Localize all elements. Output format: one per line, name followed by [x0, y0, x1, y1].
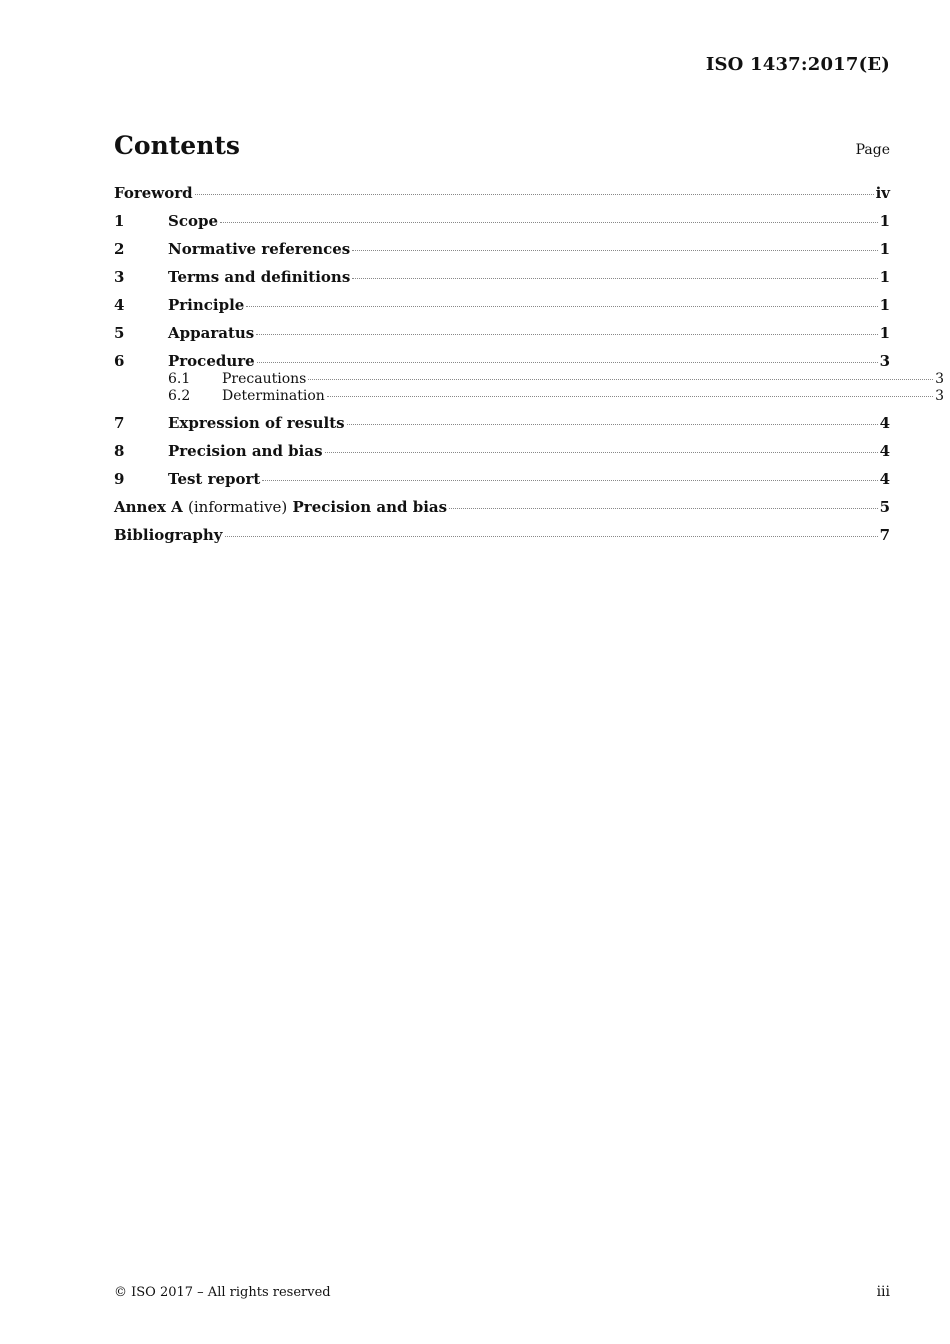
toc-entry-page: 7	[879, 526, 890, 544]
dot-leader	[195, 193, 874, 195]
toc-entry-number: 7	[114, 414, 125, 432]
toc-entry[interactable]	[114, 352, 890, 370]
toc-entry-page: 4	[879, 414, 890, 432]
dot-leader	[352, 249, 877, 251]
dot-leader	[220, 221, 878, 223]
dot-leader	[325, 451, 878, 453]
toc-entry[interactable]	[114, 442, 890, 460]
dot-leader	[262, 479, 877, 481]
toc-entry-title: Precision and bias	[168, 442, 323, 460]
toc-entry[interactable]	[114, 470, 890, 488]
toc-entry-number: 6	[114, 352, 125, 370]
toc-entry-title: Foreword	[114, 184, 193, 202]
document-code: ISO 1437:2017(E)	[705, 54, 890, 75]
toc-entry-number: 8	[114, 442, 125, 460]
toc-entry-number: 3	[114, 268, 125, 286]
contents-heading: Contents	[114, 131, 241, 160]
dot-leader	[308, 378, 933, 380]
annex-title: Precision and bias	[292, 498, 448, 516]
toc-entry-title: Scope	[168, 212, 219, 230]
toc-entry-number: 6.2	[168, 388, 191, 404]
toc-entry-page: 1	[879, 212, 890, 230]
toc-entry-title: Procedure	[168, 352, 255, 370]
table-of-contents	[114, 184, 944, 544]
dot-leader	[246, 305, 877, 307]
dot-leader	[449, 507, 878, 509]
toc-entry-number: 1	[114, 212, 125, 230]
toc-entry-title: Principle	[168, 296, 245, 314]
toc-entry-title	[114, 498, 447, 516]
toc-entry-number: 4	[114, 296, 125, 314]
toc-entry-page: 3	[879, 352, 890, 370]
toc-entry-page: 1	[879, 268, 890, 286]
toc-entry[interactable]	[114, 296, 890, 314]
toc-entry[interactable]	[114, 268, 890, 286]
toc-entry-number: 9	[114, 470, 125, 488]
toc-entry[interactable]	[114, 184, 890, 202]
toc-entry-number: 6.1	[168, 371, 191, 387]
toc-entry-title: Precautions	[222, 371, 307, 387]
toc-entry-page: iv	[875, 184, 890, 202]
toc-entry[interactable]	[114, 240, 890, 258]
toc-entry-page: 4	[879, 442, 890, 460]
toc-entry-number: 2	[114, 240, 125, 258]
toc-entry-page: 3	[935, 388, 944, 404]
toc-entry-page: 1	[879, 296, 890, 314]
annex-label: Annex A	[114, 498, 183, 516]
dot-leader	[257, 361, 878, 363]
toc-entry[interactable]	[114, 324, 890, 342]
page-column-label: Page	[855, 142, 890, 158]
toc-entry[interactable]	[114, 526, 890, 544]
toc-entry-title: Determination	[222, 388, 325, 404]
toc-entry-title: Test report	[168, 470, 261, 488]
dot-leader	[347, 423, 878, 425]
toc-subentry[interactable]	[114, 371, 944, 387]
dot-leader	[256, 333, 877, 335]
page-number: iii	[876, 1284, 890, 1300]
toc-entry-page: 1	[879, 240, 890, 258]
toc-entry-title: Expression of results	[168, 414, 345, 432]
annex-note: (informative)	[188, 498, 288, 516]
toc-entry-page: 5	[879, 498, 890, 516]
toc-entry-title: Bibliography	[114, 526, 223, 544]
toc-entry-title: Normative references	[168, 240, 351, 258]
toc-entry[interactable]	[114, 498, 890, 516]
toc-entry-number: 5	[114, 324, 125, 342]
toc-entry-title: Terms and definitions	[168, 268, 351, 286]
toc-entry-page: 1	[879, 324, 890, 342]
toc-entry[interactable]	[114, 212, 890, 230]
toc-entry-title: Apparatus	[168, 324, 255, 342]
copyright-notice: © ISO 2017 – All rights reserved	[114, 1285, 331, 1300]
toc-entry-page: 3	[935, 371, 944, 387]
dot-leader	[225, 535, 878, 537]
toc-subentry[interactable]	[114, 388, 944, 404]
dot-leader	[327, 395, 933, 397]
toc-entry-page: 4	[879, 470, 890, 488]
dot-leader	[352, 277, 877, 279]
toc-entry[interactable]	[114, 414, 890, 432]
